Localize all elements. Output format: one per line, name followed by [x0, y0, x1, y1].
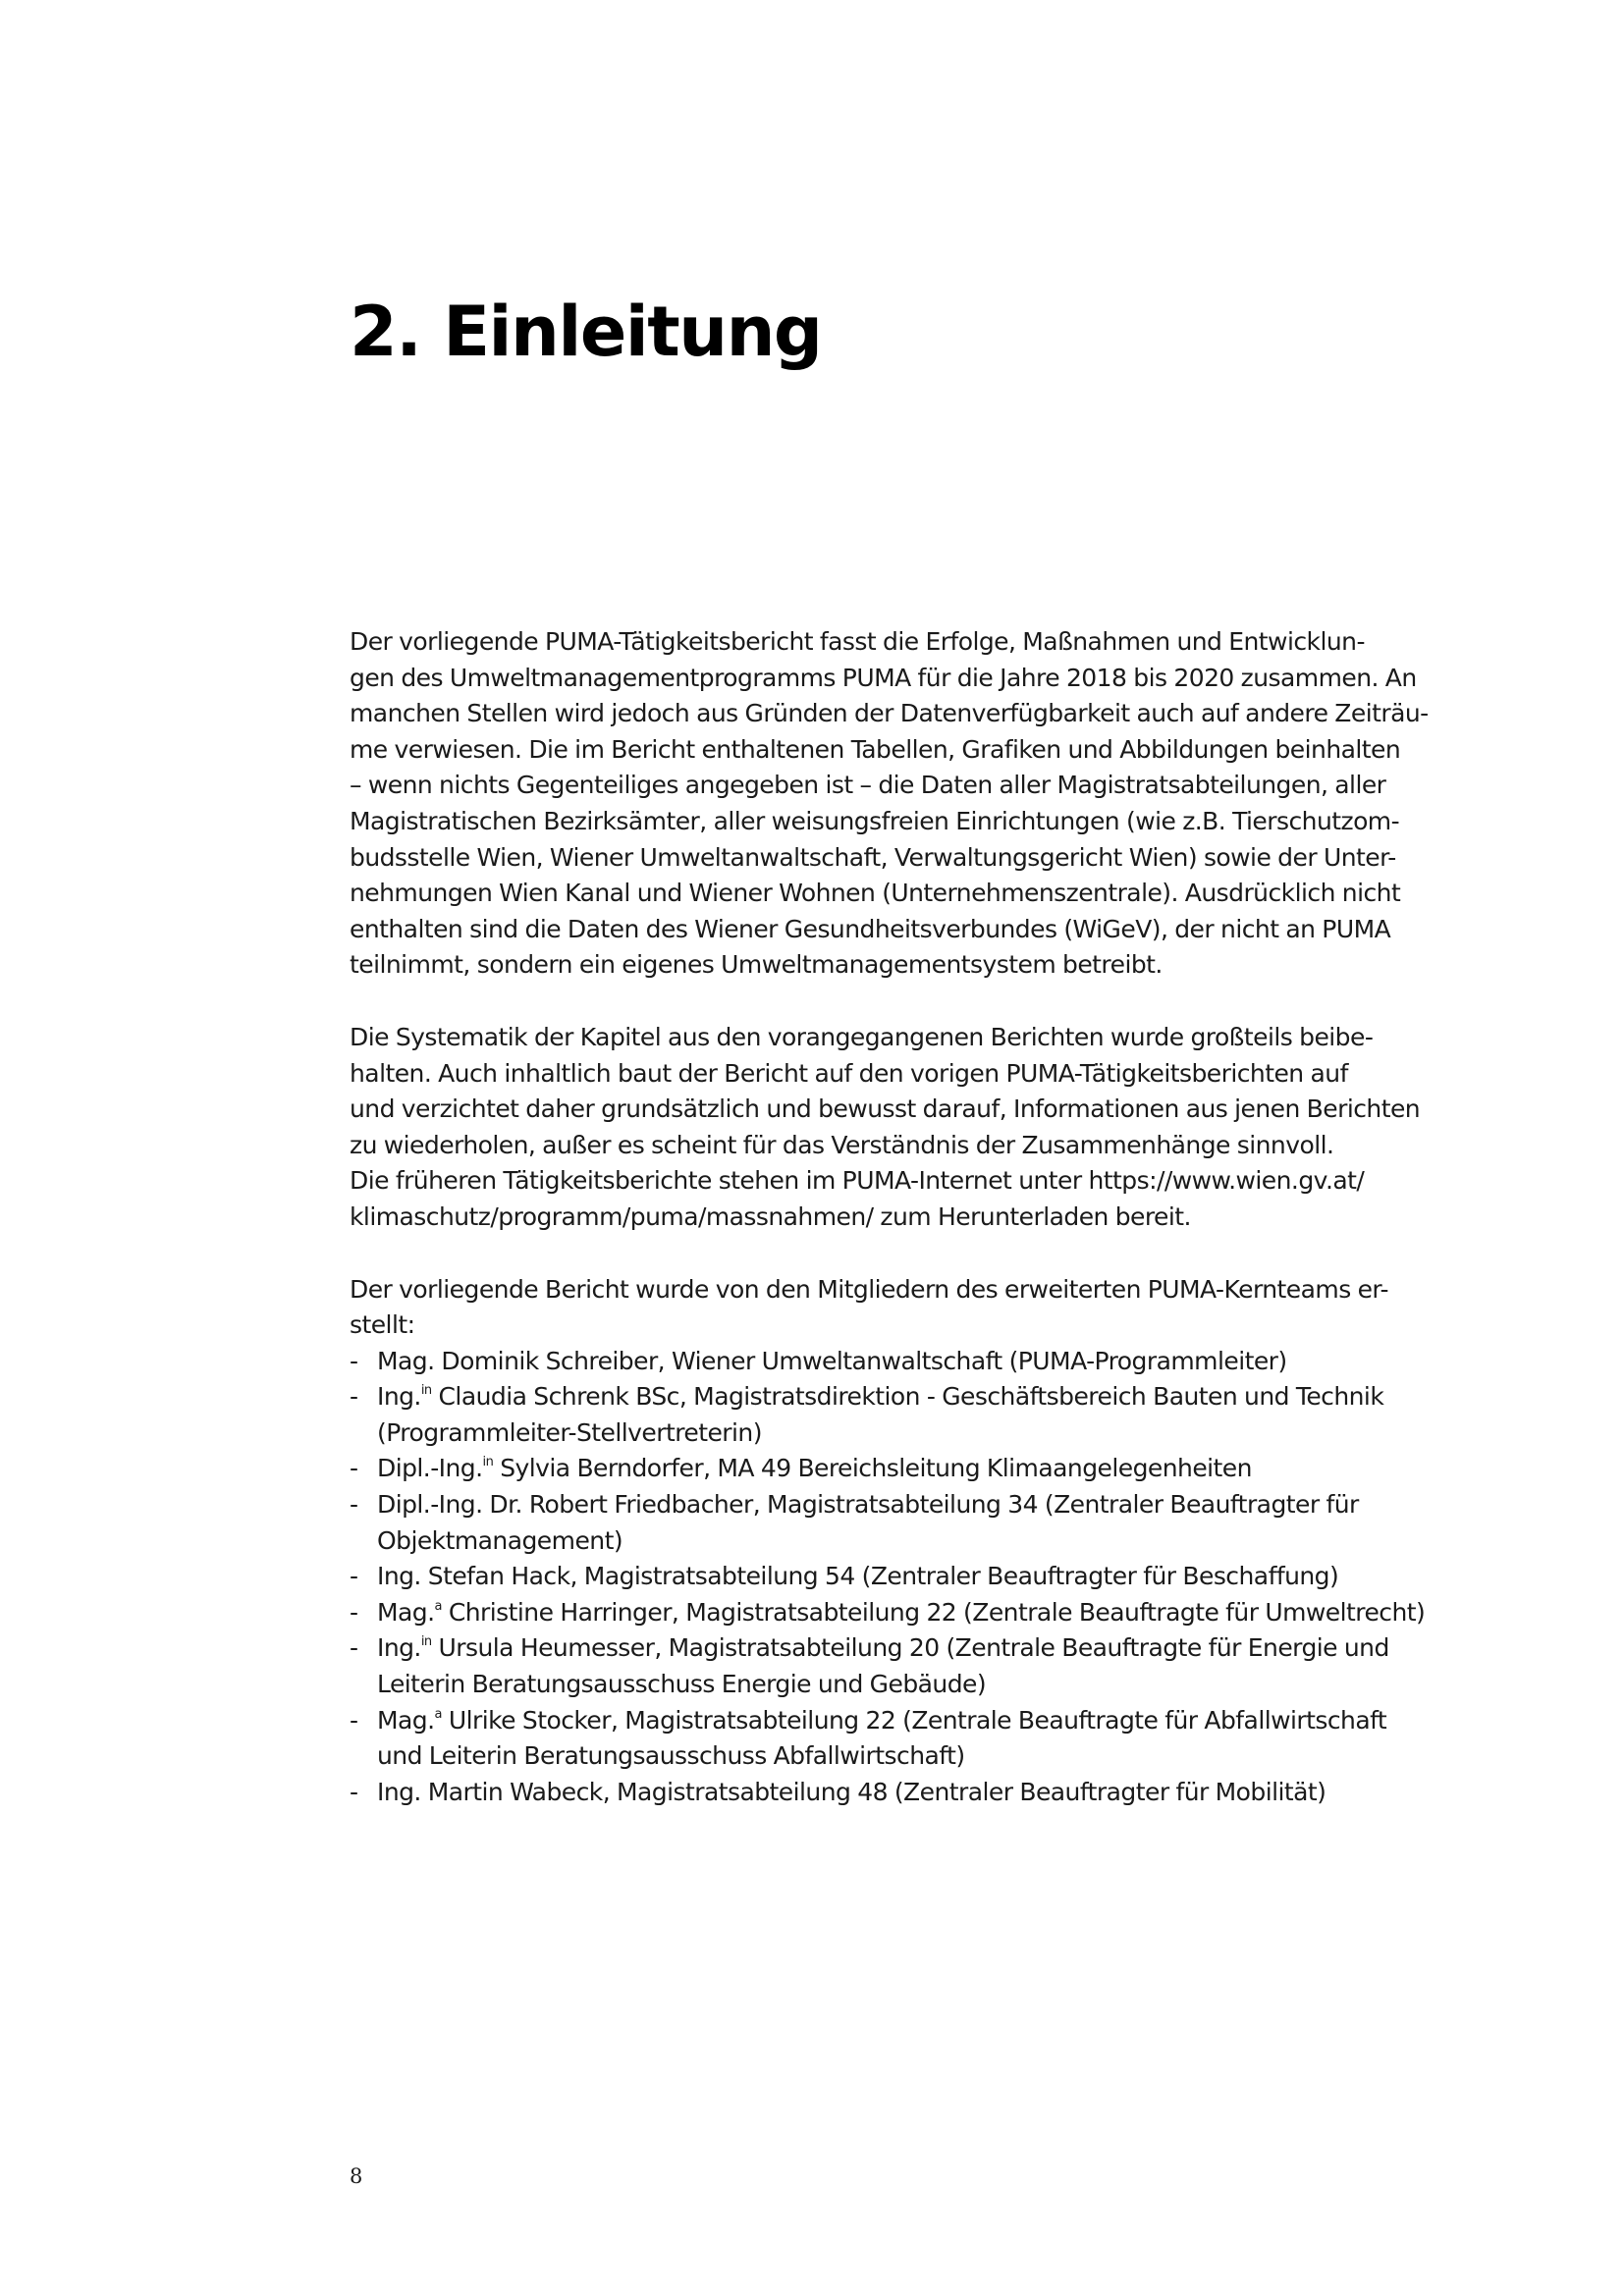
member-title: Dipl.-Ing. [377, 1490, 483, 1520]
member-text: Claudia Schrenk BSc, Magistratsdirektion - Geschäftsbereich Bauten und Technik [438, 1382, 1384, 1412]
paragraph-structure [350, 1020, 1449, 1236]
text-line: teilnimmt, sondern ein eigenes Umweltmanagementsystem betreibt. [350, 950, 1163, 980]
bullet-dash: - [350, 1562, 358, 1591]
text-line [377, 1451, 1252, 1487]
team-member-list [350, 1344, 1449, 1811]
bullet-dash: - [350, 1597, 358, 1627]
text-line: Leiterin Beratungsausschuss Energie und Gebäude) [377, 1670, 987, 1699]
text-line: gen des Umweltmanagementprogramms PUMA für die Jahre 2018 bis 2020 zusammen. An [350, 663, 1417, 692]
member-title: Mag. [377, 1705, 435, 1735]
text-line [377, 1630, 1389, 1667]
text-line: budsstelle Wien, Wiener Umweltanwaltschaft, Verwaltungsgericht Wien) sowie der Unter- [350, 842, 1396, 872]
title-suffix: a [434, 1598, 442, 1614]
member-title: Ing. [377, 1777, 421, 1806]
paragraph-team-intro [350, 1272, 1449, 1344]
member-entry [377, 1775, 1326, 1811]
member-text: Martin Wabeck, Magistratsabteilung 48 (Zentraler Beauftragter für Mobilität) [427, 1777, 1326, 1806]
text-line: – wenn nichts Gegenteiliges angegeben ist – die Daten aller Magistratsabteilungen, aller [350, 771, 1386, 800]
bullet-dash: - [350, 1490, 358, 1520]
bullet-dash: - [350, 1346, 358, 1375]
page-title [350, 294, 822, 370]
list-item [350, 1379, 1449, 1451]
text-line [377, 1703, 1386, 1739]
member-text: Stefan Hack, Magistratsabteilung 54 (Zentraler Beauftragter für Beschaffung) [427, 1562, 1339, 1591]
text-line: stellt: [350, 1310, 415, 1340]
bullet-dash: - [350, 1705, 358, 1735]
member-entry [377, 1630, 1389, 1702]
text-line [377, 1775, 1326, 1811]
member-entry [377, 1487, 1359, 1559]
member-title: Ing. [377, 1633, 421, 1663]
list-item [350, 1344, 1449, 1380]
member-text: Christine Harringer, Magistratsabteilung 22 (Zentrale Beauftragte für Umweltrecht) [448, 1597, 1426, 1627]
list-item [350, 1630, 1449, 1702]
text-line: me verwiesen. Die im Bericht enthaltenen Tabellen, Grafiken und Abbildungen beinhalten [350, 734, 1401, 764]
text-line: zu wiederholen, außer es scheint für das Verständnis der Zusammenhänge sinnvoll. [350, 1130, 1334, 1159]
title-suffix: in [482, 1455, 494, 1470]
member-text: Sylvia Berndorfer, MA 49 Bereichsleitung Klimaangelegenheiten [500, 1454, 1252, 1483]
text-line: Der vorliegende PUMA-Tätigkeitsbericht fasst die Erfolge, Maßnahmen und Entwicklun- [350, 627, 1365, 656]
text-line: Magistratischen Bezirksämter, aller weisungsfreien Einrichtungen (wie z.B. Tierschutzom- [350, 806, 1400, 835]
bullet-dash: - [350, 1633, 358, 1663]
member-title: Dipl.-Ing. [377, 1454, 483, 1483]
member-text: Dominik Schreiber, Wiener Umweltanwaltschaft (PUMA-Programmleiter) [441, 1346, 1287, 1375]
document-body [350, 624, 1449, 1810]
member-title: Ing. [377, 1382, 421, 1412]
text-line: und verzichtet daher grundsätzlich und bewusst darauf, Informationen aus jenen Berichten [350, 1095, 1421, 1124]
text-line: klimaschutz/programm/puma/massnahmen/ zum Herunterladen bereit. [350, 1201, 1191, 1231]
member-text: Ursula Heumesser, Magistratsabteilung 20 (Zentrale Beauftragte für Energie und [438, 1633, 1389, 1663]
bullet-dash: - [350, 1382, 358, 1412]
member-title: Ing. [377, 1562, 421, 1591]
text-line: nehmungen Wien Kanal und Wiener Wohnen (Unternehmenszentrale). Ausdrücklich nicht [350, 879, 1401, 908]
text-line: und Leiterin Beratungsausschuss Abfallwirtschaft) [377, 1741, 965, 1771]
member-text: Ulrike Stocker, Magistratsabteilung 22 (Zentrale Beauftragte für Abfallwirtschaft [448, 1705, 1387, 1735]
member-title: Mag. [377, 1346, 435, 1375]
text-line [377, 1595, 1425, 1631]
bullet-dash: - [350, 1454, 358, 1483]
member-entry [377, 1379, 1383, 1451]
text-line [377, 1559, 1338, 1595]
page-number: 8 [350, 2164, 363, 2188]
chapter-title: Einleitung [443, 292, 822, 372]
title-suffix: a [434, 1706, 442, 1722]
text-line [377, 1487, 1359, 1523]
text-line [377, 1344, 1287, 1380]
text-line [377, 1379, 1383, 1415]
title-suffix: in [420, 1634, 432, 1650]
list-item [350, 1487, 1449, 1559]
member-entry [377, 1344, 1287, 1380]
title-suffix: in [420, 1383, 432, 1399]
list-item [350, 1559, 1449, 1595]
text-line: Objektmanagement) [377, 1525, 623, 1555]
member-text: Dr. Robert Friedbacher, Magistratsabteilung 34 (Zentraler Beauftragter für [489, 1490, 1359, 1520]
list-item [350, 1775, 1449, 1811]
member-entry [377, 1595, 1425, 1631]
list-item [350, 1451, 1449, 1487]
text-line: halten. Auch inhaltlich baut der Bericht auf den vorigen PUMA-Tätigkeitsberichten auf [350, 1058, 1348, 1088]
text-line: manchen Stellen wird jedoch aus Gründen der Datenverfügbarkeit auch auf andere Zeiträu- [350, 699, 1429, 728]
chapter-number: 2. [350, 292, 421, 372]
text-line: enthalten sind die Daten des Wiener Gesundheitsverbundes (WiGeV), der nicht an PUMA [350, 914, 1391, 943]
member-title: Mag. [377, 1597, 435, 1627]
text-line: Die Systematik der Kapitel aus den vorangegangenen Berichten wurde großteils beibe- [350, 1022, 1374, 1051]
bullet-dash: - [350, 1777, 358, 1806]
list-item [350, 1703, 1449, 1775]
member-entry [377, 1451, 1252, 1487]
text-line: Die früheren Tätigkeitsberichte stehen im PUMA-Internet unter https://www.wien.gv.at/ [350, 1166, 1365, 1196]
text-line: (Programmleiter-Stellvertreterin) [377, 1417, 762, 1447]
list-item [350, 1595, 1449, 1631]
paragraph-scope [350, 624, 1449, 984]
member-entry [377, 1559, 1338, 1595]
text-line: Der vorliegende Bericht wurde von den Mitgliedern des erweiterten PUMA-Kernteams er- [350, 1274, 1389, 1304]
member-entry [377, 1703, 1386, 1775]
